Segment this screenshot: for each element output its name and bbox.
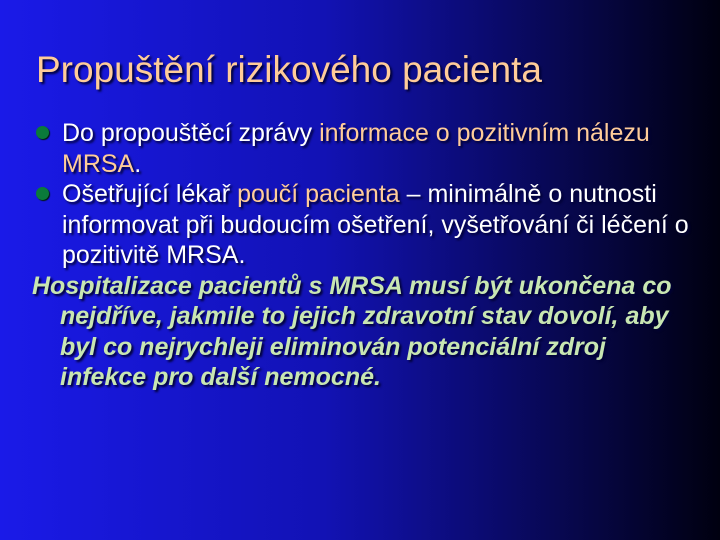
conclusion-paragraph: Hospitalizace pacientů s MRSA musí být ukončena co nejdříve, jakmile to jejich zdravotní stav dovolí, aby byl co nejrychleji eliminován potenciální zdroj infekce pro další nemocné. [32,271,672,391]
bullet-highlight: poučí pacienta [237,180,400,208]
bullet-text-end: . [134,149,142,178]
bullet-text: Ošetřující lékař [62,180,238,208]
slide-body [32,118,692,393]
bullet-dot-icon [36,126,49,139]
bullet-item [32,118,692,179]
slide-title: Propuštění rizikového pacienta [36,49,542,90]
bullet-dot-icon [36,187,49,200]
bullet-item [32,179,692,271]
bullet-highlight: informace o pozitivním nálezu MRSA [62,119,650,178]
bullet-text: Do propouštěcí zprávy [62,119,320,147]
bullet-text-end: – minimálně o nutnosti informovat při budoucím ošetření, vyšetřování či léčení o pozitivitě MRSA. [62,180,689,269]
